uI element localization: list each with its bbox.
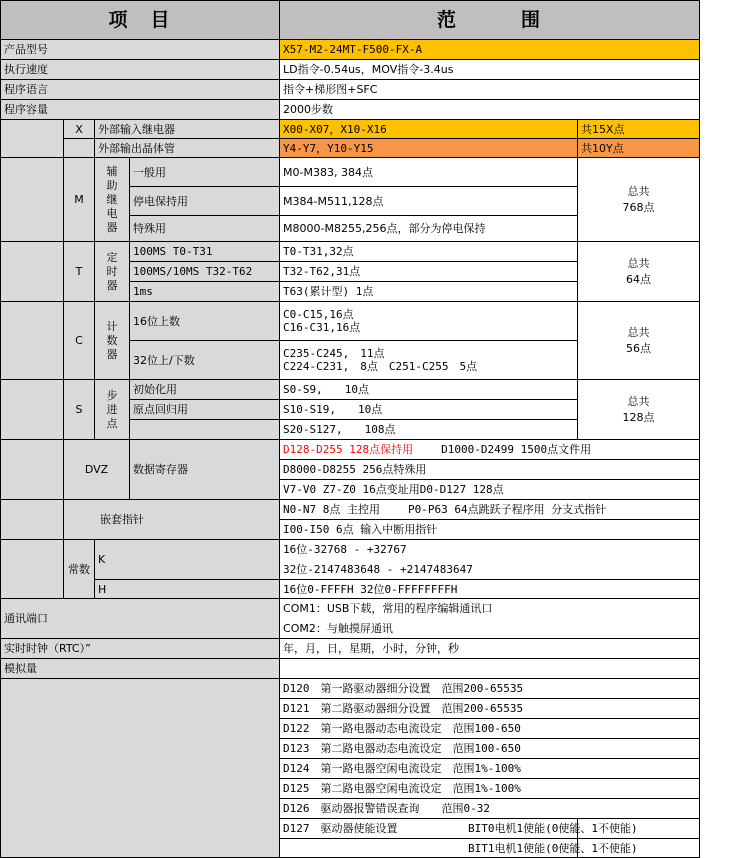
y-output-label: 外部输出晶体管 [95, 139, 280, 158]
c-vert-label: 计数器 [95, 302, 130, 380]
analog-item: D124 第一路电器空闲电流设定 范围1%-100% [280, 759, 700, 779]
c-32bit-value: C235-C245, 11点 C224-C231, 8点 C251-C255 5点 [280, 341, 578, 380]
x-code: X [64, 120, 95, 139]
m-vert-label: 辅助继电器 [95, 158, 130, 242]
s-general-value: S20-S127, 108点 [280, 420, 578, 440]
dvz-group-cell [1, 440, 64, 500]
m-general-label: 一般用 [130, 158, 280, 187]
const-label: 常数 [64, 540, 95, 599]
s-init-label: 初始化用 [130, 380, 280, 400]
t-code: T [64, 242, 95, 302]
dvz-label: 数据寄存器 [130, 440, 280, 500]
language-value: 指令+梯形图+SFC [280, 80, 700, 100]
c-total: 总共 56点 [578, 302, 700, 380]
m-general-value: M0-M383, 384点 [280, 158, 578, 187]
nest-label: 嵌套指针 [64, 500, 280, 540]
const-group-cell [1, 540, 64, 599]
m-total: 总共 768点 [578, 158, 700, 242]
io-group-cell [1, 120, 64, 158]
nest-group-cell [1, 500, 64, 540]
analog-item: D121 第二路驱动器细分设置 范围200-65535 [280, 699, 700, 719]
const-k-value: 16位-32768 - +32767 32位-2147483648 - +2147483647 [280, 540, 700, 580]
s-total: 总共 128点 [578, 380, 700, 440]
x-input-label: 外部输入继电器 [95, 120, 280, 139]
capacity-value: 2000步数 [280, 100, 700, 120]
s-init-value: S0-S9, 10点 [280, 380, 578, 400]
analog-group-cell [1, 679, 280, 858]
m-retain-value: M384-M511,128点 [280, 187, 578, 216]
t-1ms-value: T63(累计型) 1点 [280, 282, 578, 302]
t-1ms-label: 1ms [130, 282, 280, 302]
const-h-value: 16位0-FFFFH 32位0-FFFFFFFFH [280, 580, 700, 599]
dvz-file-text: D1000-D2499 1500点文件用 [441, 443, 592, 456]
comm-value: COM1：USB下载，常用的程序编辑通讯口 COM2：与触摸屏通讯 [280, 599, 700, 639]
m-special-label: 特殊用 [130, 216, 280, 242]
m-special-value: M8000-M8255,256点，部分为停电保持 [280, 216, 578, 242]
rtc-label: 实时时钟（RTC）” [1, 639, 280, 659]
m-retain-label: 停电保持用 [130, 187, 280, 216]
analog-item: D126 驱动器报警错误查询 范围0-32 [280, 799, 700, 819]
s-origin-value: S10-S19, 10点 [280, 400, 578, 420]
d127-bit1: BIT1电机1使能(0使能、1不使能) [578, 839, 700, 858]
header-item: 项 目 [1, 1, 280, 40]
const-h-label: H [95, 580, 280, 599]
analog-label: 模拟量 [1, 659, 280, 679]
t-10ms-value: T32-T62,31点 [280, 262, 578, 282]
y-output-total: 共10Y点 [578, 139, 700, 158]
c-16bit-value: C0-C15,16点 C16-C31,16点 [280, 302, 578, 341]
t-100ms-label: 100MS T0-T31 [130, 242, 280, 262]
dvz-line1 [280, 440, 700, 460]
header-range: 范 围 [280, 1, 700, 40]
t-vert-label: 定时器 [95, 242, 130, 302]
speed-label: 执行速度 [1, 60, 280, 80]
dvz-retain-text: D128-D255 128点保持用 [283, 443, 414, 456]
speed-value: LD指令-0.54us，MOV指令-3.4us [280, 60, 700, 80]
m-code: M [64, 158, 95, 242]
t-10ms-label: 100MS/10MS T32-T62 [130, 262, 280, 282]
nest-line1: N0-N7 8点 主控用 P0-P63 64点跳跃子程序用 分支式指针 [280, 500, 700, 520]
t-100ms-value: T0-T31,32点 [280, 242, 578, 262]
analog-item: D123 第二路电器动态电流设定 范围100-650 [280, 739, 700, 759]
model-label: 产品型号 [1, 40, 280, 60]
language-label: 程序语言 [1, 80, 280, 100]
nest-line2: I00-I50 6点 输入中断用指针 [280, 520, 700, 540]
c-16bit-label: 16位上数 [130, 302, 280, 341]
s-code: S [64, 380, 95, 440]
dvz-line2: D8000-D8255 256点特殊用 [280, 460, 700, 480]
analog-item: D125 第二路电器空闲电流设定 范围1%-100% [280, 779, 700, 799]
x-input-value: X00-X07，X10-X16 [280, 120, 578, 139]
dvz-code: DVZ [64, 440, 130, 500]
c-group-cell [1, 302, 64, 380]
t-total: 总共 64点 [578, 242, 700, 302]
analog-item: D120 第一路驱动器细分设置 范围200-65535 [280, 679, 700, 699]
m-group-cell [1, 158, 64, 242]
y-output-value: Y4-Y7，Y10-Y15 [280, 139, 578, 158]
capacity-label: 程序容量 [1, 100, 280, 120]
dvz-line3: V7-V0 Z7-Z0 16点变址用D0-D127 128点 [280, 480, 700, 500]
c-32bit-label: 32位上/下数 [130, 341, 280, 380]
analog-item: D122 第一路电器动态电流设定 范围100-650 [280, 719, 700, 739]
t-group-cell [1, 242, 64, 302]
x-input-total: 共15X点 [578, 120, 700, 139]
model-value: X57-M2-24MT-F500-FX-A [280, 40, 700, 60]
const-k-label: K [95, 540, 280, 580]
d127-bit0: BIT0电机1使能(0使能、1不使能) [578, 819, 700, 839]
c-code: C [64, 302, 95, 380]
s-group-cell [1, 380, 64, 440]
d127-label: D127 驱动器使能设置 [280, 819, 578, 839]
analog-blank [280, 659, 700, 679]
s-origin-label: 原点回归用 [130, 400, 280, 420]
s-general-label [130, 420, 280, 440]
y-code-cell [64, 139, 95, 158]
comm-label: 通讯端口 [1, 599, 280, 639]
rtc-value: 年，月，日，星期，小时，分钟，秒 [280, 639, 700, 659]
s-vert-label: 步进点 [95, 380, 130, 440]
